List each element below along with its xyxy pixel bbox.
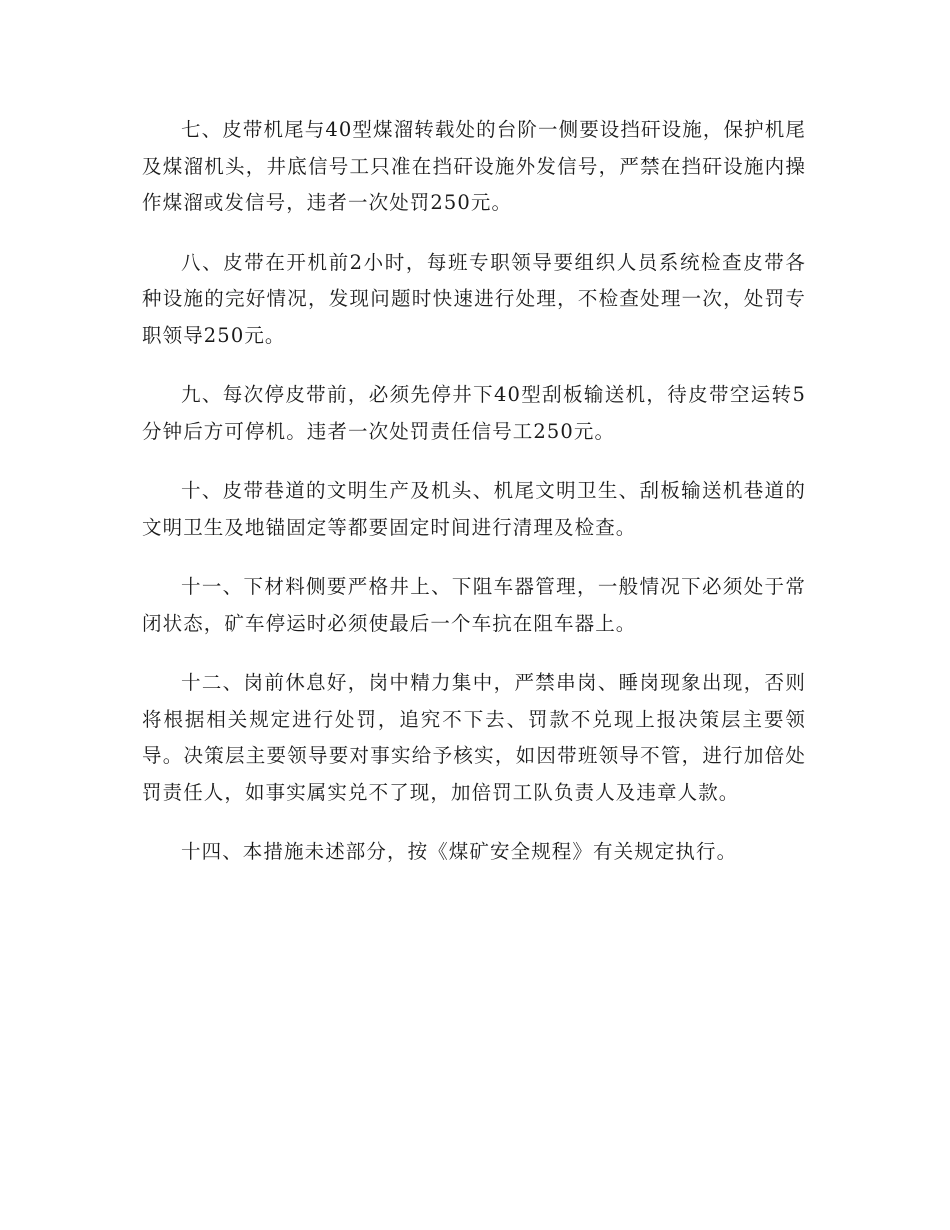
paragraph-7: 七、皮带机尾与40型煤溜转载处的台阶一侧要设挡矸设施，保护机尾及煤溜机头，井底信号工只准在挡矸设施外发信号，严禁在挡矸设施内操作煤溜或发信号，违者一次处罚250元。	[142, 118, 806, 214]
document-body	[142, 112, 806, 894]
paragraph-12: 十二、岗前休息好，岗中精力集中，严禁串岗、睡岗现象出现，否则将根据相关规定进行处罚，追究不下去、罚款不兑现上报决策层主要领导。决策层主要领导要对事实给予核实，如因带班领导不管，进行加倍处罚责任人，如事实属实兑不了现，加倍罚工队负责人及违章人款。	[142, 671, 806, 804]
paragraph-10: 十、皮带巷道的文明生产及机头、机尾文明卫生、刮板输送机巷道的文明卫生及地锚固定等都要固定时间进行清理及检查。	[142, 479, 806, 539]
paragraph-11: 十一、下材料侧要严格井上、下阻车器管理，一般情况下必须处于常闭状态，矿车停运时必须使最后一个车抗在阻车器上。	[142, 575, 806, 635]
paragraph-8: 八、皮带在开机前2小时，每班专职领导要组织人员系统检查皮带各种设施的完好情况，发现问题时快速进行处理，不检查处理一次，处罚专职领导250元。	[142, 250, 806, 347]
paragraph-9: 九、每次停皮带前，必须先停井下40型刮板输送机，待皮带空运转5分钟后方可停机。违者一次处罚责任信号工250元。	[142, 383, 806, 443]
paragraph-14: 十四、本措施未述部分，按《煤矿安全规程》有关规定执行。	[181, 840, 738, 863]
